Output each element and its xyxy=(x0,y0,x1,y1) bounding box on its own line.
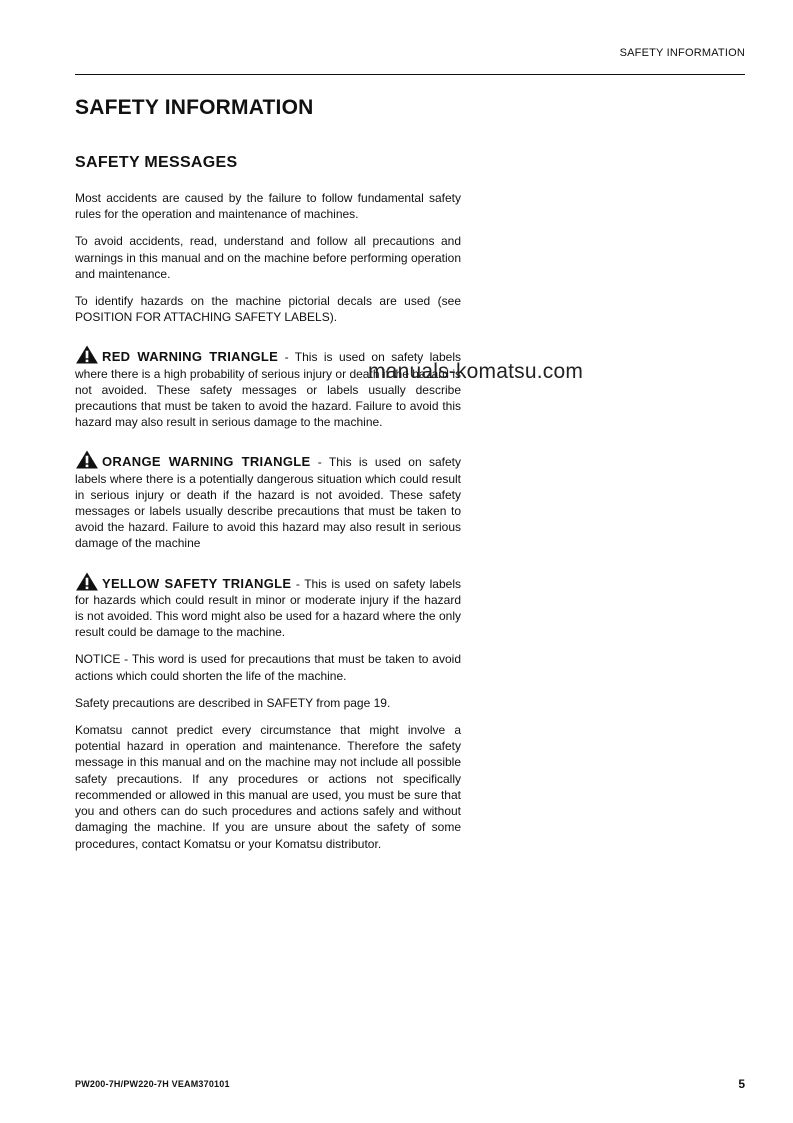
footer-model: PW200-7H/PW220-7H VEAM370101 xyxy=(75,1079,230,1089)
red-warning-text: - This is used on safety labels where there is a high probability of serious injury or death if the hazard is not avoided. These safety messages or labels usually describe precautions that must be taken to avoid the hazard. Failure to avoid this hazard may also result in serious damage to the machine. xyxy=(75,350,461,430)
yellow-warning-label: YELLOW SAFETY TRIANGLE xyxy=(102,575,292,591)
yellow-warning-paragraph xyxy=(75,572,461,641)
running-header: SAFETY INFORMATION xyxy=(619,47,745,59)
page-number: 5 xyxy=(738,1077,745,1091)
komatsu-paragraph: Komatsu cannot predict every circumstance that might involve a potential hazard in operation and maintenance. Therefore the safety message in this manual and on the machine may not include all possible safety precautions. If any procedures or actions not specifically recommended or allowed in this manual are used, you must be sure that you and others can do such procedures and actions safely and without damaging the machine. If you are unsure about the safety of some procedures, contact Komatsu or your Komatsu distributor. xyxy=(75,723,461,851)
intro-paragraph: Most accidents are caused by the failure to follow fundamental safety rules for the operation and maintenance of machines. xyxy=(75,191,461,222)
header-rule xyxy=(75,74,745,75)
red-warning-label: RED WARNING TRIANGLE xyxy=(102,349,279,365)
orange-warning-text: - This is used on safety labels where there is a potentially dangerous situation which could result in serious injury or death if the hazard is not avoided. These safety messages or labels usually describe precautions that must be taken to avoid the hazard. Failure to avoid this hazard may also result in serious damage of the machine xyxy=(75,455,461,551)
orange-warning-paragraph xyxy=(75,450,461,551)
watermark: manuals-komatsu.com xyxy=(368,360,584,383)
precautions-paragraph: Safety precautions are described in SAFETY from page 19. xyxy=(75,695,391,710)
page-title: SAFETY INFORMATION xyxy=(75,96,314,119)
yellow-warning-text: - This is used on safety labels for hazards which could result in minor or moderate injury if the hazard is not avoided. This word might also be used for a hazard where the only result could be damage to the machine. xyxy=(75,576,461,640)
red-warning-paragraph xyxy=(75,345,461,430)
pictorial-decals-paragraph: To identify hazards on the machine pictorial decals are used (see POSITION FOR ATTACHING SAFETY LABELS). xyxy=(75,294,461,325)
warning-triangle-icon xyxy=(75,572,99,591)
body-column xyxy=(75,190,461,863)
warning-triangle-icon xyxy=(75,345,99,364)
avoid-accidents-paragraph: To avoid accidents, read, understand and follow all precautions and warnings in this manual and on the machine before performing operation and maintenance. xyxy=(75,234,461,281)
section-title: SAFETY MESSAGES xyxy=(75,154,238,171)
warning-triangle-icon xyxy=(75,450,99,469)
orange-warning-label: ORANGE WARNING TRIANGLE xyxy=(102,454,311,470)
notice-paragraph: NOTICE - This word is used for precautions that must be taken to avoid actions which could shorten the life of the machine. xyxy=(75,652,461,683)
